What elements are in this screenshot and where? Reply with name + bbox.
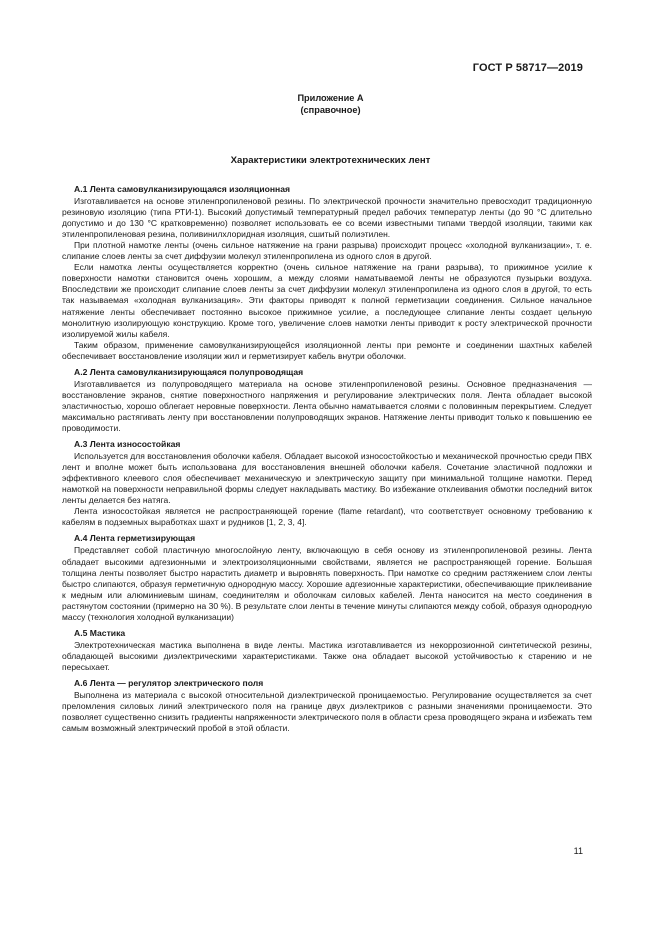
page-number: 11 xyxy=(573,846,583,856)
section-a5 xyxy=(62,628,592,673)
section-a3 xyxy=(62,439,592,528)
section-a2 xyxy=(62,367,592,434)
section-heading: А.2 Лента самовулканизирующаяся полупроводящая xyxy=(74,366,304,377)
paragraph: Изготавливается из полупроводящего материала на основе этиленпропиленовой резины. Основное предназначения — восстановление экранов, снятие поверхностного напряжения и регулирование электрических поля. Лента обладает высокой эластичностью, хорошо облегает неровные поверхности. Лента обычно наматывается слоями с половинным перекрытием. Следует максимально растягивать ленту при восстановлении полупроводящих экранов. Натяжение ленты приводит только к повышению ее проводимости. xyxy=(62,378,592,433)
appendix-kind: (справочное) xyxy=(300,105,361,115)
paragraph: Используется для восстановления оболочки кабеля. Обладает высокой износостойкостью и механической прочностью среди ПВХ лент и вполне может быть использована для восстановления внешней оболочки кабеля. Сочетание эластичной подложки и эффективного клеевого слоя обеспечивает механическую и электрическую защиту при минимальной толщине намотки. Перед намоткой на поверхности неправильной формы следует накладывать мастику. Во избежание отклеивания обмотки последний виток ленты делается без натяга. xyxy=(62,451,592,506)
paragraph: При плотной намотке ленты (очень сильное натяжение на грани разрыва) происходит процесс «холодной вулканизации», т. е. слипание слоев ленты за счет диффузии молекул этиленпропилена из одного слоя в другой. xyxy=(62,240,592,262)
section-heading: А.4 Лента герметизирующая xyxy=(74,533,196,544)
paragraph: Выполнена из материала с высокой относительной диэлектрической проницаемостью. Регулирование осуществляется за счет преломления силовых линий электрического поля на границе двух диэлектриков с разными значениями проницаемости. Это позволяет существенно снизить градиенты напряженности электрического поля в области среза проводящего экрана и избежать тем самым возможный электрический пробой в этой области. xyxy=(62,690,592,734)
section-heading: А.6 Лента — регулятор электрического поля xyxy=(74,677,264,688)
paragraph: Представляет собой пластичную многослойную ленту, включающую в себя основу из этиленпропиленовой резины. Лента обладает высокими адгезионными и электроизоляционными свойствами, является не распространяющей горение. Большая толщина ленты позволяет быстро нарастить диаметр и выровнять поверхность. При намотке со средним растяжением слои ленты быстро слипаются, образуя герметичную однородную массу. Хорошие адгезионные характеристики, обеспечивающие приклеивание к медным или алюминиевым шинам, соединителям и оболочкам силовых кабелей. Лента наносится на место соединения в растянутом состоянии (примерно на 30 %). В результате слои ленты в течение минуты слипаются между собой, образуя однородную массу (технология холодной вулканизации) xyxy=(62,545,592,622)
appendix-heading xyxy=(0,92,661,116)
paragraph: Изготавливается на основе этиленпропиленовой резины. По электрической прочности значительно превосходит традиционную резиновую изоляцию (типа РТИ-1). Высокий допустимый температурный предел рабочих температур ленты (до 90 °С длительно допустимо и до 130 °С кратковременно) позволяет использовать ее со всеми известными типами твердой изоляции, такими как этиленпропиленовая резина, поливинилхлоридная изоляция, сшитый полиэтилен. xyxy=(62,196,592,240)
document-title: Характеристики электротехнических лент xyxy=(230,155,431,166)
standard-number: ГОСТ Р 58717—2019 xyxy=(472,62,583,74)
appendix-label: Приложение А xyxy=(297,93,364,103)
paragraph: Если намотка ленты осуществляется корректно (очень сильное натяжение на грани разрыва), то прижимное усилие к поверхности намотки становится очень хорошим, а между слоями наматываемой ленты не образуются пузырьки воздуха. Впоследствии же происходит слипание слоев ленты за счет диффузии молекул этиленпропилена из одного слоя в другой, то есть так называемая «холодная вулканизация». Эти факторы приводят к полной герметизации соединения. Сильное начальное натяжение ленты обеспечивает постоянно высокое прижимное усилие, а последующее слипание ленты создает цельную монолитную изолирующую конструкцию. Кроме того, увеличение слоев намотки ленты приводит к росту электрической прочности изолируемой жилы кабеля. xyxy=(62,262,592,339)
section-heading: А.3 Лента износостойкая xyxy=(74,439,181,450)
section-heading: А.5 Мастика xyxy=(74,627,126,638)
paragraph: Лента износостойкая является не распространяющей горение (flame retardant), что соответствует основному требованию к кабелям в подземных выработках шахт и рудников [1, 2, 3, 4]. xyxy=(62,506,592,528)
document-body xyxy=(62,182,592,734)
paragraph: Электротехническая мастика выполнена в виде ленты. Мастика изготавливается из некоррозионной синтетической резины, обладающей высокими диэлектрическими характеристиками. Также она обладает высокой устойчивостью к старению и не пересыхает. xyxy=(62,639,592,672)
section-a4 xyxy=(62,533,592,622)
section-a1 xyxy=(62,184,592,362)
paragraph: Таким образом, применение самовулканизирующейся изоляционной ленты при ремонте и соединении шахтных кабелей обеспечивает восстановление изоляции жил и герметизирует кабель внутри оболочки. xyxy=(62,339,592,361)
section-a6 xyxy=(62,678,592,734)
section-heading: А.1 Лента самовулканизирующаяся изоляционная xyxy=(74,184,291,194)
